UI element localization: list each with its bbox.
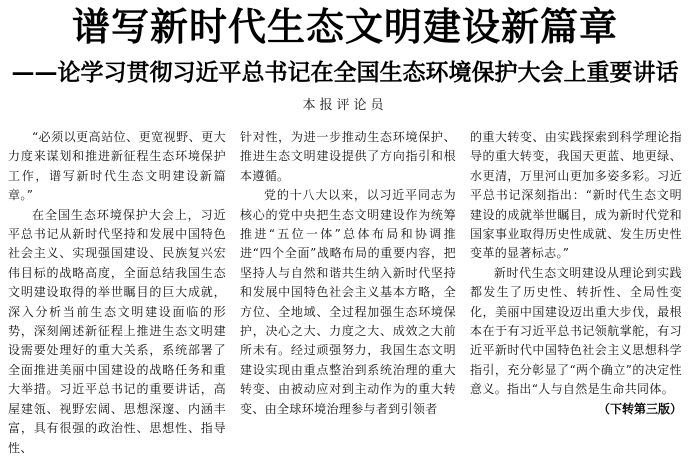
continued-on-page-note: （下转第三版）	[597, 402, 682, 416]
article-column-2	[240, 128, 456, 419]
paragraph: 在全国生态环境保护大会上，习近平总书记从新时代坚持和发展中国特色社会主义、实现强国建设、民族复兴宏伟目标的战略高度，全面总结我国生态文明建设取得的举世瞩目的巨大成就，深入分析当前生态文明建设面临的形势，深刻阐述新征程上推进生态文明建设需要处理好的重大关系，系统部署了全面推进美丽中国建设的战略任务和重大举措。习近平总书记的重要讲话，高屋建瓴、视野宏阔、思想深邃、内涵丰富，具有很强的政治性、思想性、指导性、	[8, 207, 226, 455]
paragraph: 党的十八大以来，以习近平同志为核心的党中央把生态文明建设作为统筹推进“五位一体”总体布局和协调推进“四个全面”战略布局的重要内容，把坚持人与自然和谐共生纳入新时代坚持和发展中国特色社会主义基本方略，全方位、全地域、全过程加强生态环境保护，决心之大、力度之大、成效之大前所未有。经过顽强努力，我国生态文明建设实现由重点整治到系统治理的重大转变、由被动应对到主动作为的重大转变、由全球环境治理参与者到引领者	[240, 188, 456, 416]
paragraph: 新时代生态文明建设从理论到实践都发生了历史性、转折性、全局性变化，美丽中国建设迈出重大步伐，最根本在于有习近平总书记领航掌舵，有习近平新时代中国特色社会主义思想科学指引，充分彰显了“两个确立”的决定性意义。指出“人与自然是生命共同体。	[470, 265, 682, 397]
paragraph: “必须以更高站位、更宽视野、更大力度来谋划和推进新征程生态环境保护工作，谱写新时代生态文明建设新篇章。”	[8, 130, 226, 203]
paragraph: 针对性，为进一步推动生态环境保护、推进生态文明建设提供了方向指引和根本遵循。	[240, 130, 456, 183]
paragraph: 的重大转变、由实践探索到科学理论指导的重大转变，我国天更蓝、地更绿、水更清，万里河山更加多姿多彩。习近平总书记深刻指出：“新时代生态文明建设的成就举世瞩目，成为新时代党和国家事业取得历史性成就、发生历史性变革的显著标志。”	[470, 130, 682, 261]
article-subtitle: ——论学习贯彻习近平总书记在全国生态环境保护大会上重要讲话	[11, 59, 679, 86]
article-column-1	[8, 128, 226, 458]
byline: 本报评论员	[302, 98, 388, 113]
article-column-3	[470, 128, 682, 400]
article-headline: 谱写新时代生态文明建设新篇章	[71, 5, 618, 49]
